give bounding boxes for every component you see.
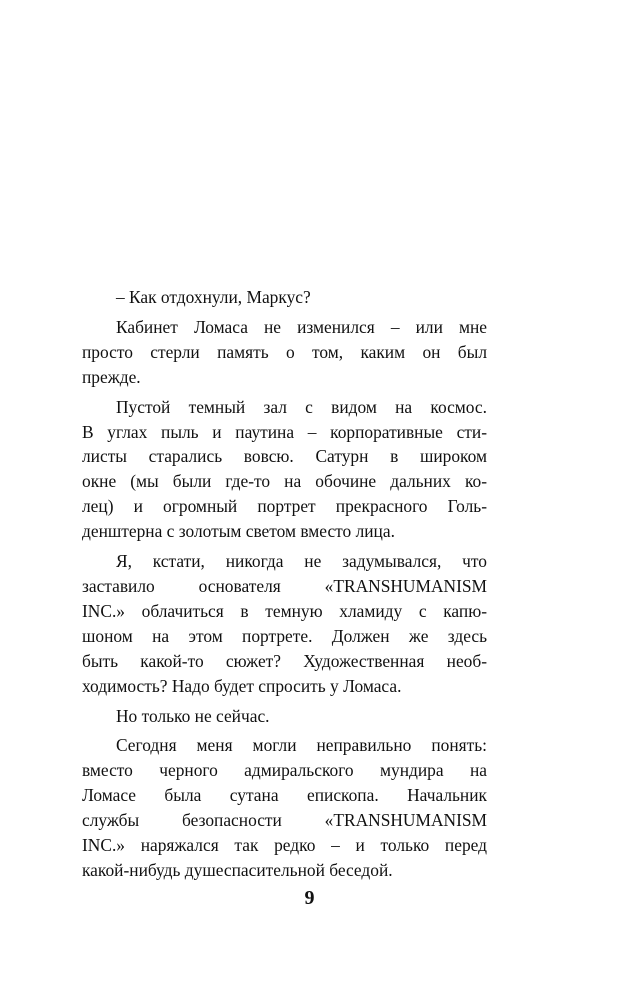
text-line: заставило основателя «TRANSHUMANISM — [82, 575, 487, 596]
text-line: ходимость? Надо будет спросить у Ломаса. — [82, 675, 402, 696]
paragraph — [82, 315, 487, 390]
text-line: прежде. — [82, 366, 141, 387]
text-line: денштерна с золотым светом вместо лица. — [82, 521, 395, 542]
text-line: В углах пыль и паутина – корпоративные сти- — [82, 421, 487, 442]
body-text — [82, 285, 487, 883]
text-line: листы старались вовсю. Сатурн в широком — [82, 446, 487, 467]
paragraph — [82, 395, 487, 544]
text-line: быть какой-то сюжет? Художественная необ- — [82, 650, 487, 671]
text-line: – Как отдохнули, Маркус? — [116, 287, 311, 307]
page-number: 9 — [304, 887, 315, 909]
text-line: вместо черного адмиральского мундира на — [82, 760, 487, 781]
text-line: окне (мы были где-то на обочине дальних ко- — [82, 471, 487, 492]
text-line: шоном на этом портрете. Должен же здесь — [82, 625, 487, 646]
paragraph — [82, 285, 487, 310]
paragraph — [82, 733, 487, 882]
paragraph — [82, 704, 487, 729]
paragraph — [82, 549, 487, 698]
text-line: Ломасе была сутана епископа. Начальник — [82, 785, 487, 806]
text-line: INC.» облачиться в темную хламиду с капю- — [82, 600, 487, 621]
text-line: службы безопасности «TRANSHUMANISM — [82, 810, 487, 831]
text-line: просто стерли память о том, каким он был — [82, 341, 487, 362]
text-line: INC.» наряжался так редко – и только перед — [82, 835, 487, 856]
text-line: Кабинет Ломаса не изменился – или мне — [116, 316, 487, 337]
text-line: какой-нибудь душеспасительной беседой. — [82, 859, 393, 880]
text-line: Я, кстати, никогда не задумывался, что — [116, 551, 487, 572]
text-line: Но только не сейчас. — [116, 705, 270, 726]
text-line: Пустой темный зал с видом на космос. — [116, 396, 487, 417]
text-line: лец) и огромный портрет прекрасного Голь- — [82, 496, 487, 517]
text-line: Сегодня меня могли неправильно понять: — [116, 735, 487, 756]
